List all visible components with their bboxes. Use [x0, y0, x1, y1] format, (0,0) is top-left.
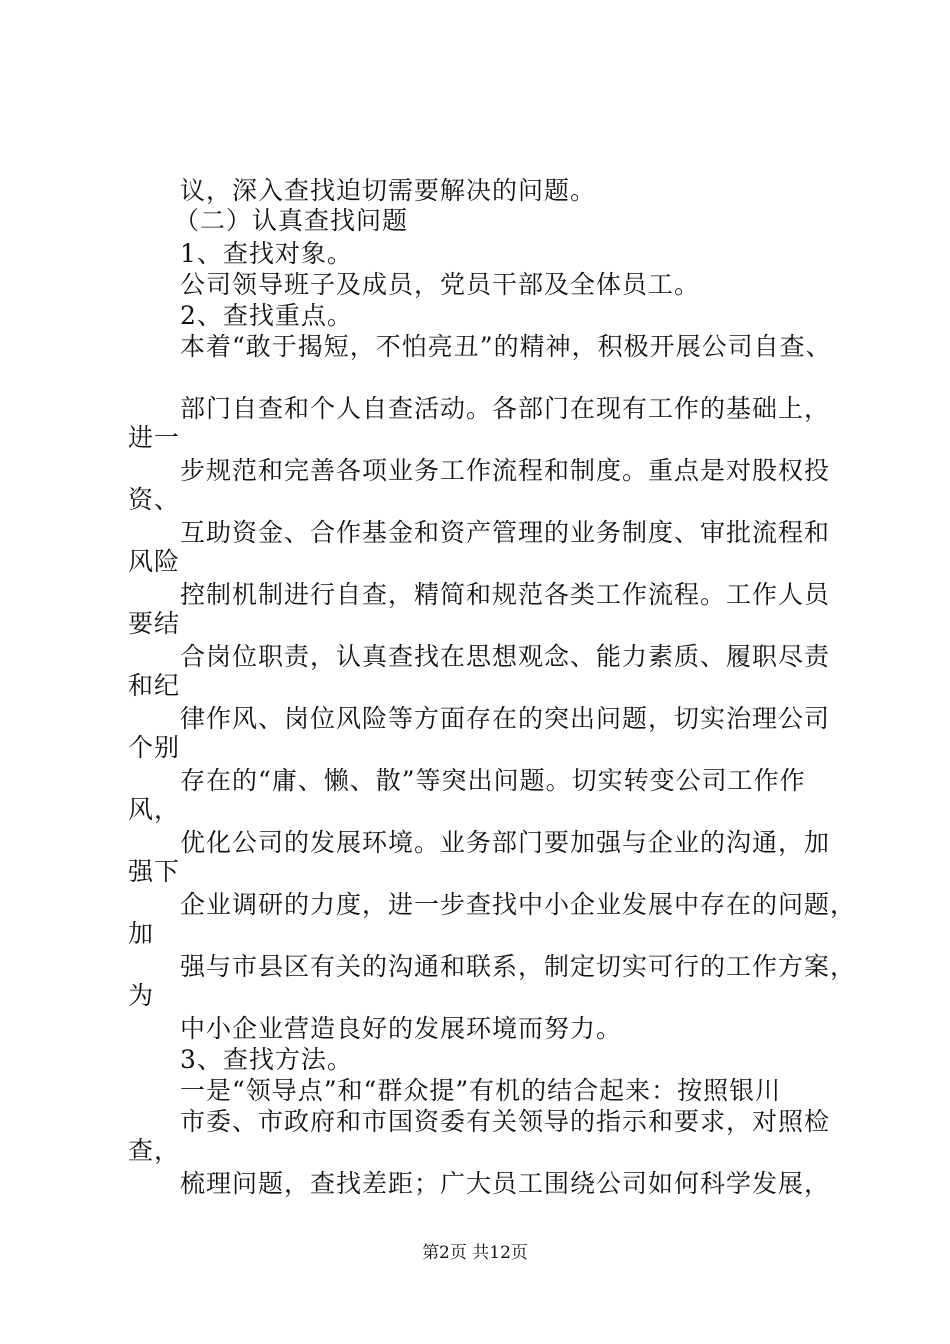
text-line: 公司领导班子及成员，党员干部及全体员工。 — [180, 270, 701, 299]
text-line: 中小企业营造良好的发展环境而努力。 — [180, 1014, 623, 1043]
subsection-heading: 1、查找对象。 — [180, 239, 353, 268]
wrapped-text-fragment: 加 — [128, 919, 155, 948]
wrapped-text-fragment: 查， — [128, 1136, 181, 1165]
text-line: 步规范和完善各项业务工作流程和制度。重点是对股权投 — [180, 456, 831, 485]
text-line: 梳理问题，查找差距；广大员工围绕公司如何科学发展， — [180, 1169, 831, 1198]
text-line: 议，深入查找迫切需要解决的问题。 — [180, 176, 597, 205]
wrapped-text-fragment: 强下 — [128, 857, 181, 886]
text-line: 企业调研的力度，进一步查找中小企业发展中存在的问题， — [180, 890, 857, 919]
text-line: 市委、市政府和市国资委有关领导的指示和要求，对照检 — [180, 1107, 831, 1136]
subsection-heading: 3、查找方法。 — [180, 1045, 353, 1074]
text-line: 控制机制进行自查，精简和规范各类工作流程。工作人员 — [180, 580, 831, 609]
text-line: 存在的“庸、懒、散”等突出问题。切实转变公司工作作 — [180, 766, 806, 795]
wrapped-text-fragment: 资、 — [128, 485, 181, 514]
wrapped-text-fragment: 风险 — [128, 547, 181, 576]
wrapped-text-fragment: 为 — [128, 981, 155, 1010]
wrapped-text-fragment: 风， — [128, 795, 181, 824]
text-line: 一是“领导点”和“群众提”有机的结合起来：按照银川 — [180, 1076, 782, 1105]
text-line: 合岗位职责，认真查找在思想观念、能力素质、履职尽责 — [180, 642, 831, 671]
subsection-heading: 2、查找重点。 — [180, 301, 353, 330]
wrapped-text-fragment: 进一 — [128, 423, 181, 452]
text-line: 优化公司的发展环境。业务部门要加强与企业的沟通，加 — [180, 828, 831, 857]
section-heading: （二）认真查找问题 — [174, 206, 409, 235]
text-line: 互助资金、合作基金和资产管理的业务制度、审批流程和 — [180, 518, 831, 547]
text-line: 本着“敢于揭短，不怕亮丑”的精神，积极开展公司自查、 — [180, 332, 832, 361]
text-line: 部门自查和个人自查活动。各部门在现有工作的基础上， — [180, 394, 831, 423]
page-number-footer: 第2页 共12页 — [422, 1243, 528, 1263]
wrapped-text-fragment: 个别 — [128, 733, 181, 762]
text-line: 律作风、岗位风险等方面存在的突出问题，切实治理公司 — [180, 704, 831, 733]
wrapped-text-fragment: 要结 — [128, 609, 181, 638]
text-line: 强与市县区有关的沟通和联系，制定切实可行的工作方案， — [180, 952, 857, 981]
wrapped-text-fragment: 和纪 — [128, 671, 181, 700]
